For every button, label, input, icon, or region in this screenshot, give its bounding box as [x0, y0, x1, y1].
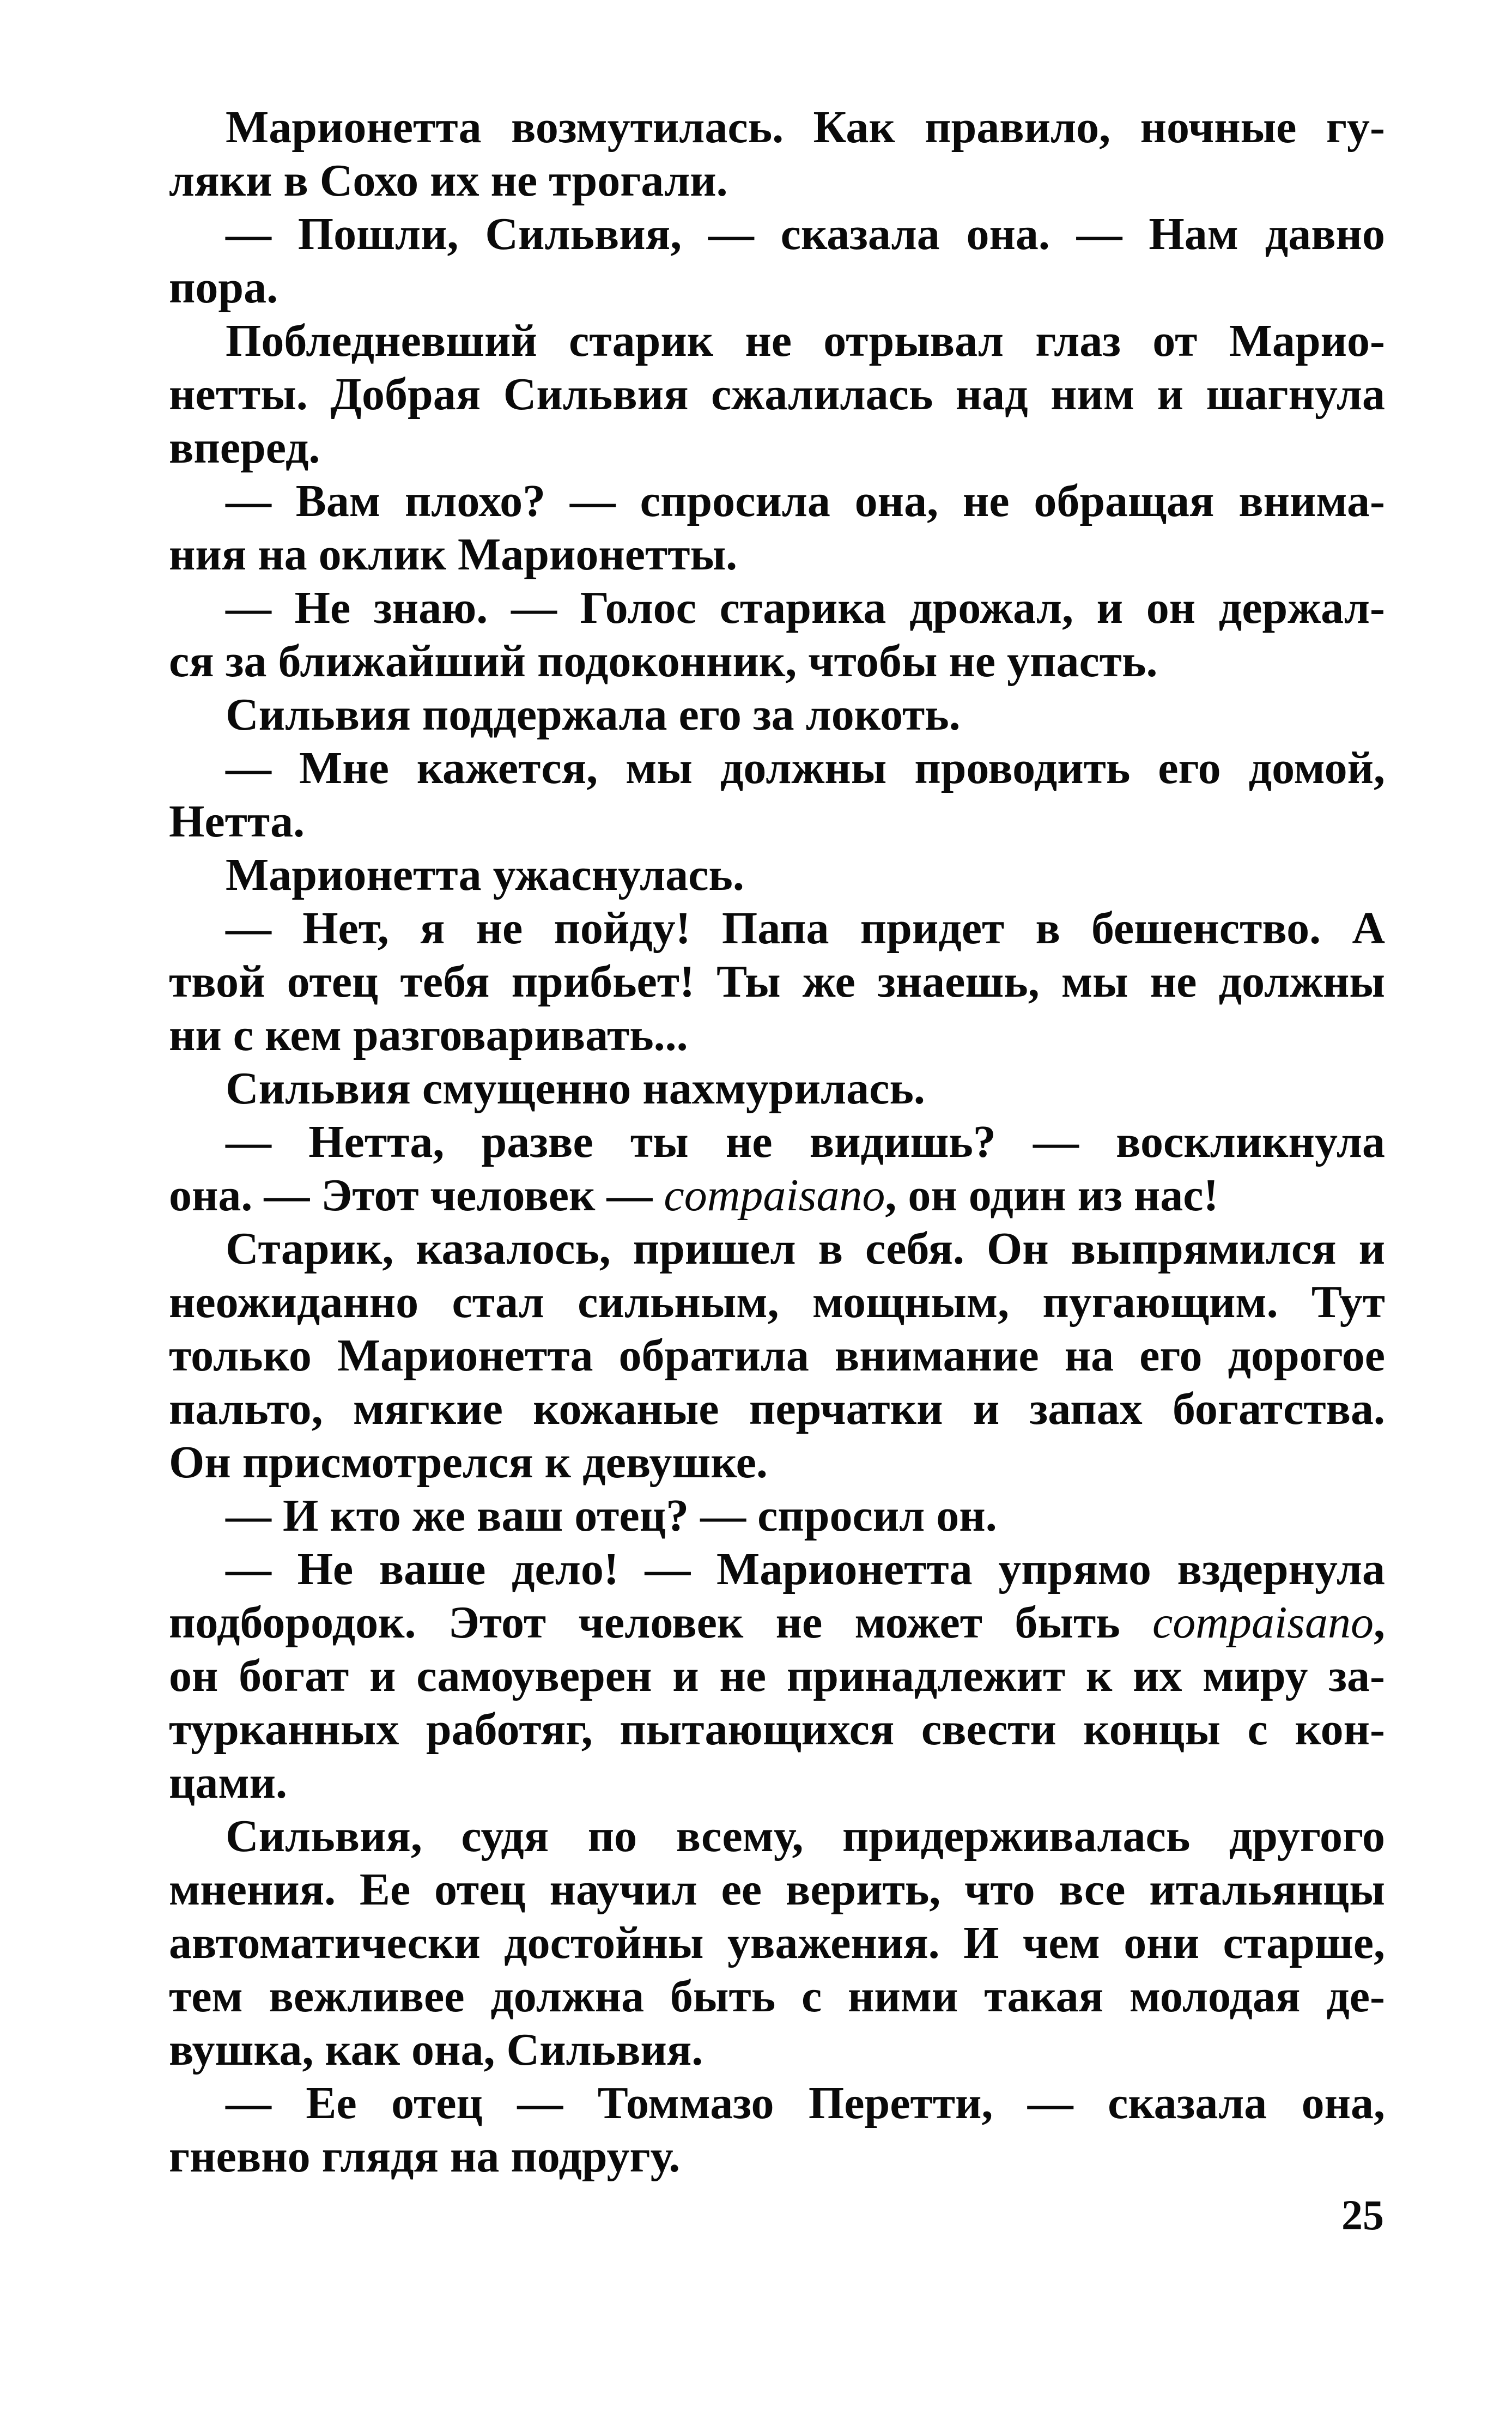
text-line: турканных работяг, пытающихся свести концы с кон- [169, 1704, 1385, 1755]
text-line: Марионетта возмутилась. Как правило, ночные гу- [226, 102, 1385, 153]
text-line: Он присмотрелся к девушке. [169, 1437, 768, 1488]
page-number: 25 [1341, 2191, 1384, 2239]
text-line: мнения. Ее отец научил ее верить, что все итальянцы [169, 1864, 1385, 1915]
text-line: Сильвия, судя по всему, придерживалась другого [226, 1811, 1385, 1861]
text-line: вушка, как она, Сильвия. [169, 2024, 703, 2075]
text-line: Побледневший старик не отрывал глаз от Марио- [226, 316, 1385, 366]
text-line: Сильвия смущенно нахмурилась. [226, 1063, 925, 1114]
text-line: Сильвия поддержала его за локоть. [226, 689, 961, 740]
text-line: нетты. Добрая Сильвия сжалилась над ним и шагнула [169, 369, 1385, 420]
text-line: подбородок. Этот человек не может быть compaisano, [169, 1597, 1385, 1648]
text-line: Марионетта ужаснулась. [226, 850, 744, 900]
text-line: она. — Этот человек — compaisano, он один из нас! [169, 1170, 1219, 1221]
text-line: — Ее отец — Томмазо Перетти, — сказала она, [226, 2078, 1385, 2128]
text-line: Нетта. [169, 796, 305, 847]
text-line: ния на оклик Марионетты. [169, 529, 738, 580]
text-line: только Марионетта обратила внимание на его дорогое [169, 1330, 1385, 1381]
text-line: — И кто же ваш отец? — спросил он. [226, 1490, 997, 1541]
text-line: ляки в Сохо их не трогали. [169, 155, 728, 206]
text-line: вперед. [169, 422, 320, 473]
italic-word: compaisano [664, 1170, 885, 1221]
text-line: ни с кем разговаривать... [169, 1010, 688, 1060]
text-line: — Нет, я не пойду! Папа придет в бешенство. А [226, 903, 1385, 954]
text-line: гневно глядя на подругу. [169, 2131, 681, 2182]
text-line: пальто, мягкие кожаные перчатки и запах богатства. [169, 1384, 1385, 1434]
text-line: тем вежливее должна быть с ними такая молодая де- [169, 1971, 1385, 2022]
text-line: — Пошли, Сильвия, — сказала она. — Нам давно [226, 209, 1385, 259]
text-line: Старик, казалось, пришел в себя. Он выпрямился и [226, 1223, 1385, 1274]
text-line: автоматически достойны уважения. И чем они старше, [169, 1918, 1385, 1968]
text-line: — Не ваше дело! — Марионетта упрямо вздернула [226, 1544, 1385, 1594]
text-line: ся за ближайший подоконник, чтобы не упасть. [169, 636, 1158, 687]
italic-word: compaisano [1152, 1597, 1374, 1648]
text-line: — Мне кажется, мы должны проводить его домой, [226, 743, 1385, 793]
text-line: твой отец тебя прибьет! Ты же знаешь, мы не должны [169, 956, 1385, 1007]
text-line: неожиданно стал сильным, мощным, пугающим. Тут [169, 1277, 1385, 1327]
text-line: — Нетта, разве ты не видишь? — воскликнула [226, 1117, 1385, 1167]
text-line: он богат и самоуверен и не принадлежит к их миру за- [169, 1651, 1385, 1701]
text-line: пора. [169, 262, 278, 313]
text-line: — Не знаю. — Голос старика дрожал, и он держал- [226, 583, 1385, 633]
text-line: цами. [169, 1757, 288, 1808]
page-text [169, 101, 1385, 2184]
text-line: — Вам плохо? — спросила она, не обращая внима- [226, 476, 1385, 526]
